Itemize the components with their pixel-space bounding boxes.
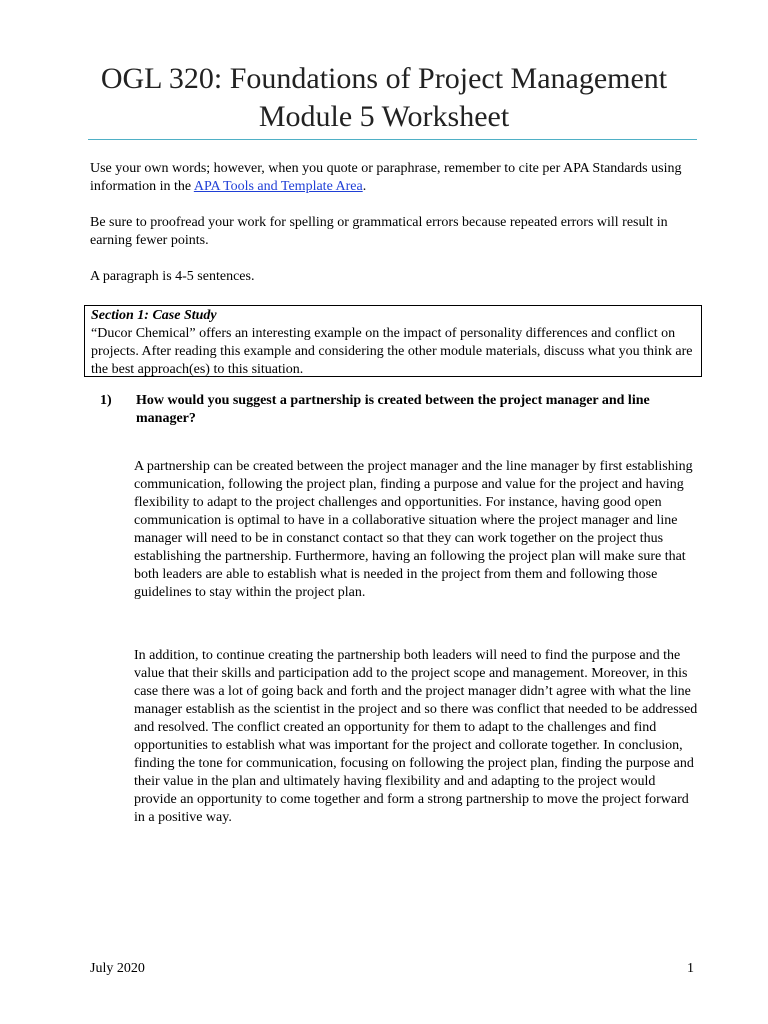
case-study-box (84, 305, 702, 377)
case-study-body: “Ducor Chemical” offers an interesting example on the impact of personality differences and conflict on projects. After reading this example and considering the other module materials, discuss what you think are the best approach(es) to this situation. (91, 326, 693, 377)
question-number: 1) (100, 393, 112, 408)
answer-paragraph-1: A partnership can be created between the project manager and the line manager by first establishing communication, following the project plan, finding a purpose and value for the project and having flexibility to adapt to the project challenges and opportunities. For instance, having good open communication is optimal to have in a collaborative situation where the project manager and line manager will need to be in constanct contact so that they can work together on the project thus establishing the partnership. Furthermore, having an following the project plan will make sure that both leaders are able to establish what is needed in the project from them and following those guidelines to stay within the project plan. (134, 459, 693, 600)
instruction-apa (90, 160, 702, 196)
case-study-title: Section 1: Case Study (91, 308, 217, 323)
instruction-apa-text: Use your own words; however, when you quote or paraphrase, remember to cite per APA Standards using information in the (90, 161, 682, 194)
apa-tools-link[interactable]: APA Tools and Template Area (193, 179, 363, 194)
title-line-2: Module 5 Worksheet (258, 100, 510, 133)
footer-date: July 2020 (90, 961, 145, 976)
footer-page-number: 1 (687, 961, 694, 976)
answer-paragraph-2: In addition, to continue creating the partnership both leaders will need to find the purpose and the value that their skills and participation add to the project scope and management. Moreover, in this case there was a lot of going back and forth and the project manager didn’t agree with what the line manager establish as the scientist in the project and so there was conflict that needed to be addressed and resolved. The conflict created an opportunity for them to adapt to the challenges and find opportunities to establish what was important for the project and collorate together. In conclusion, finding the tone for communication, focusing on following the project plan, finding the purpose and their value in the plan and ultimately having flexibility and and adapting to the project would provide an opportunity to come together and form a strong partnership to move the project forward in a positive way. (134, 648, 698, 825)
instruction-paragraph: A paragraph is 4-5 sentences. (90, 269, 255, 284)
question-text: How would you suggest a partnership is created between the project manager and line manager? (136, 393, 650, 426)
instruction-apa-end: . (362, 179, 367, 194)
title-line-1: OGL 320: Foundations of Project Management (100, 62, 668, 95)
document-title (0, 60, 768, 136)
question-1 (100, 392, 700, 428)
instruction-proofread: Be sure to proofread your work for spelling or grammatical errors because repeated errors will result in earning fewer points. (90, 215, 668, 248)
title-divider (88, 139, 697, 140)
